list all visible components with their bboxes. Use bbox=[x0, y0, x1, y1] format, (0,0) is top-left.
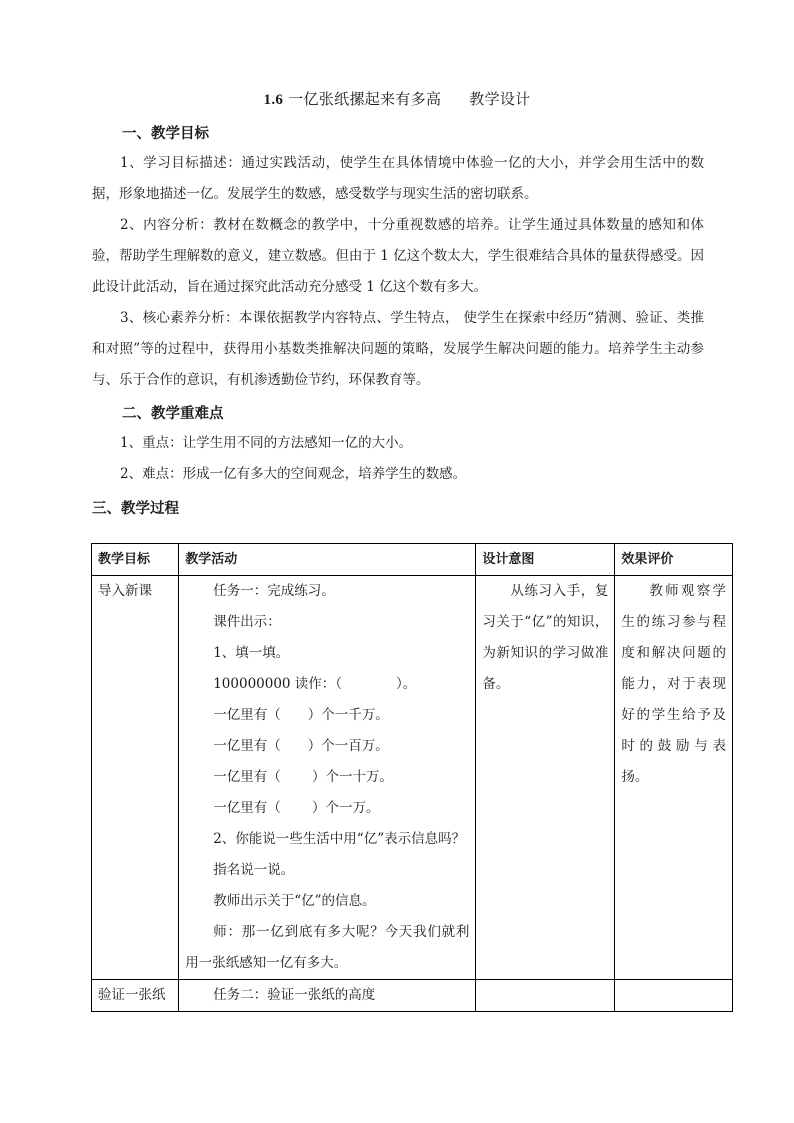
teaching-process-table bbox=[91, 543, 733, 1012]
list-item: 指名说一说。 bbox=[213, 862, 295, 878]
title-name: 一亿张纸摞起来有多高 bbox=[288, 90, 442, 108]
heading-teaching-process: 三、教学过程 bbox=[92, 500, 179, 517]
list-item: 教师出示关于“亿”的信息。 bbox=[213, 893, 376, 909]
heading-key-points: 二、教学重难点 bbox=[122, 405, 224, 422]
paragraph-difficulty: 2、难点：形成一亿有多大的空间观念，培养学生的数感。 bbox=[120, 466, 467, 482]
table-row bbox=[92, 576, 733, 980]
header-evaluation: 效果评价 bbox=[615, 544, 733, 576]
title-suffix: 教学设计 bbox=[469, 90, 531, 108]
cell-goal: 导入新课 bbox=[92, 576, 179, 980]
paragraph-content-analysis: 2、内容分析：教材在数概念的教学中，十分重视数感的培养。让学生通过具体数量的感知和体验，帮助学生理解数的意义，建立数感。但由于 1 亿这个数太大，学生很难结合具体的量获得感受。因此设计此活动，旨在通过探究此活动充分感受 1 亿这个数有多大。 bbox=[92, 217, 704, 295]
list-item: 任务一：完成练习。 bbox=[213, 583, 335, 599]
header-teaching-activity: 教学活动 bbox=[179, 544, 476, 576]
cell-intent bbox=[476, 980, 615, 1012]
cell-evaluation: 教师观察学生的练习参与程度和解决问题的能力，对于表现好的学生给予及时的鼓励与表扬。 bbox=[615, 576, 733, 980]
cell-activities bbox=[179, 576, 476, 980]
heading-teaching-goals: 一、教学目标 bbox=[122, 125, 209, 142]
title-number: 1.6 bbox=[263, 92, 284, 108]
list-item: 一亿里有（ ）个一千万。 bbox=[213, 707, 389, 723]
list-item: 师：那一亿到底有多大呢？今天我们就利用一张纸感知一亿有多大。 bbox=[185, 924, 470, 971]
paragraph-core-literacy: 3、核心素养分析：本课依据教学内容特点、学生特点， 使学生在探索中经历“猜测、验证、类推和对照”等的过程中，获得用小基数类推解决问题的策略，发展学生解决问题的能力。培养学生主动参与、乐于合作的意识，有机渗透勤俭节约，环保教育等。 bbox=[92, 310, 704, 388]
list-item: 一亿里有（ ）个一万。 bbox=[213, 800, 380, 816]
cell-goal: 验证一张纸 bbox=[92, 980, 179, 1012]
table-row bbox=[92, 980, 733, 1012]
list-item: 课件出示： bbox=[213, 614, 281, 630]
header-teaching-goal: 教学目标 bbox=[92, 544, 179, 576]
list-item: 100000000 读作：（ ）。 bbox=[213, 676, 417, 692]
list-item: 1、填一填。 bbox=[213, 645, 290, 661]
paragraph-learning-goal: 1、学习目标描述：通过实践活动，使学生在具体情境中体验一亿的大小，并学会用生活中的数据，形象地描述一亿。发展学生的数感，感受数学与现实生活的密切联系。 bbox=[92, 155, 704, 202]
list-item: 一亿里有（ ）个一百万。 bbox=[213, 738, 389, 754]
list-item: 一亿里有（ ）个一十万。 bbox=[213, 769, 394, 785]
table-header-row bbox=[92, 544, 733, 576]
paragraph-key-point: 1、重点：让学生用不同的方法感知一亿的大小。 bbox=[120, 435, 413, 451]
list-item: 2、你能说一些生活中用“亿”表示信息吗？ bbox=[213, 831, 466, 847]
cell-intent: 从练习入手，复习关于“亿”的知识，为新知识的学习做准备。 bbox=[476, 576, 615, 980]
cell-activities: 任务二：验证一张纸的高度 bbox=[179, 980, 476, 1012]
document-title bbox=[0, 88, 794, 109]
cell-evaluation bbox=[615, 980, 733, 1012]
header-design-intent: 设计意图 bbox=[476, 544, 615, 576]
